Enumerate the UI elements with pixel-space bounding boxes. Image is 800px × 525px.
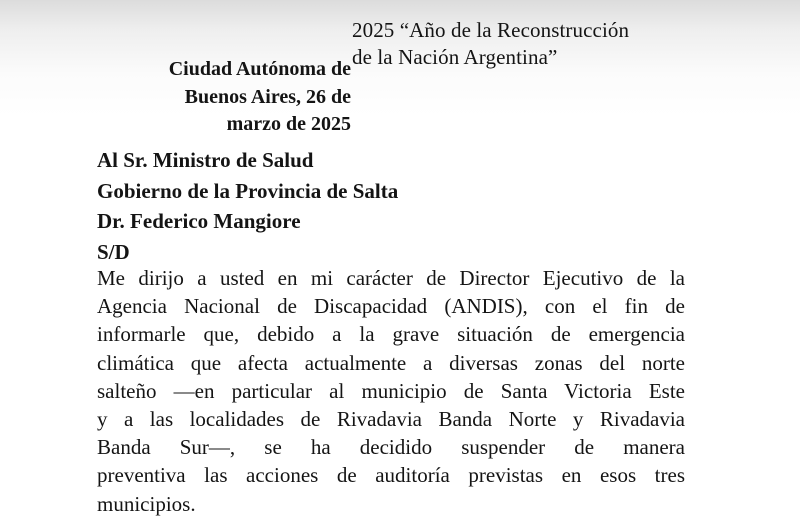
year-motto	[352, 17, 629, 71]
recipient-salutation: S/D	[97, 239, 130, 264]
place-date-line-3: marzo de 2025	[226, 113, 351, 135]
body-line: Agencia Nacional de Discapacidad (ANDIS), con el fin de	[97, 294, 685, 319]
place-date-line-2: Buenos Aires, 26 de	[184, 85, 351, 108]
body-line: climática que afecta actualmente a diversas zonas del norte	[97, 350, 685, 375]
recipient-block	[97, 145, 398, 267]
place-date-line-1: Ciudad Autónoma de	[168, 58, 351, 80]
body-line: Banda Sur—, se ha decidido suspender de manera	[97, 435, 685, 460]
body-line: informarle que, debido a la grave situación de emergencia	[97, 322, 685, 347]
motto-line-2: de la Nación Argentina”	[352, 45, 558, 69]
body-line: preventiva las acciones de auditoría previstas en esos tres	[97, 463, 685, 488]
body-line: Me dirijo a usted en mi carácter de Director Ejecutivo de la	[97, 266, 685, 290]
motto-line-1: 2025 “Año de la Reconstrucción	[352, 18, 630, 42]
body-line: y a las localidades de Rivadavia Banda Norte y Rivadavia	[97, 406, 685, 431]
place-and-date	[169, 56, 351, 139]
body-line: salteño —en particular al municipio de Santa Victoria Este	[97, 378, 685, 403]
recipient-organization: Gobierno de la Provincia de Salta	[97, 178, 399, 203]
body-line: municipios.	[97, 491, 196, 516]
letter-body	[97, 264, 685, 518]
recipient-name: Dr. Federico Mangiore	[97, 209, 301, 233]
recipient-title: Al Sr. Ministro de Salud	[97, 148, 314, 172]
